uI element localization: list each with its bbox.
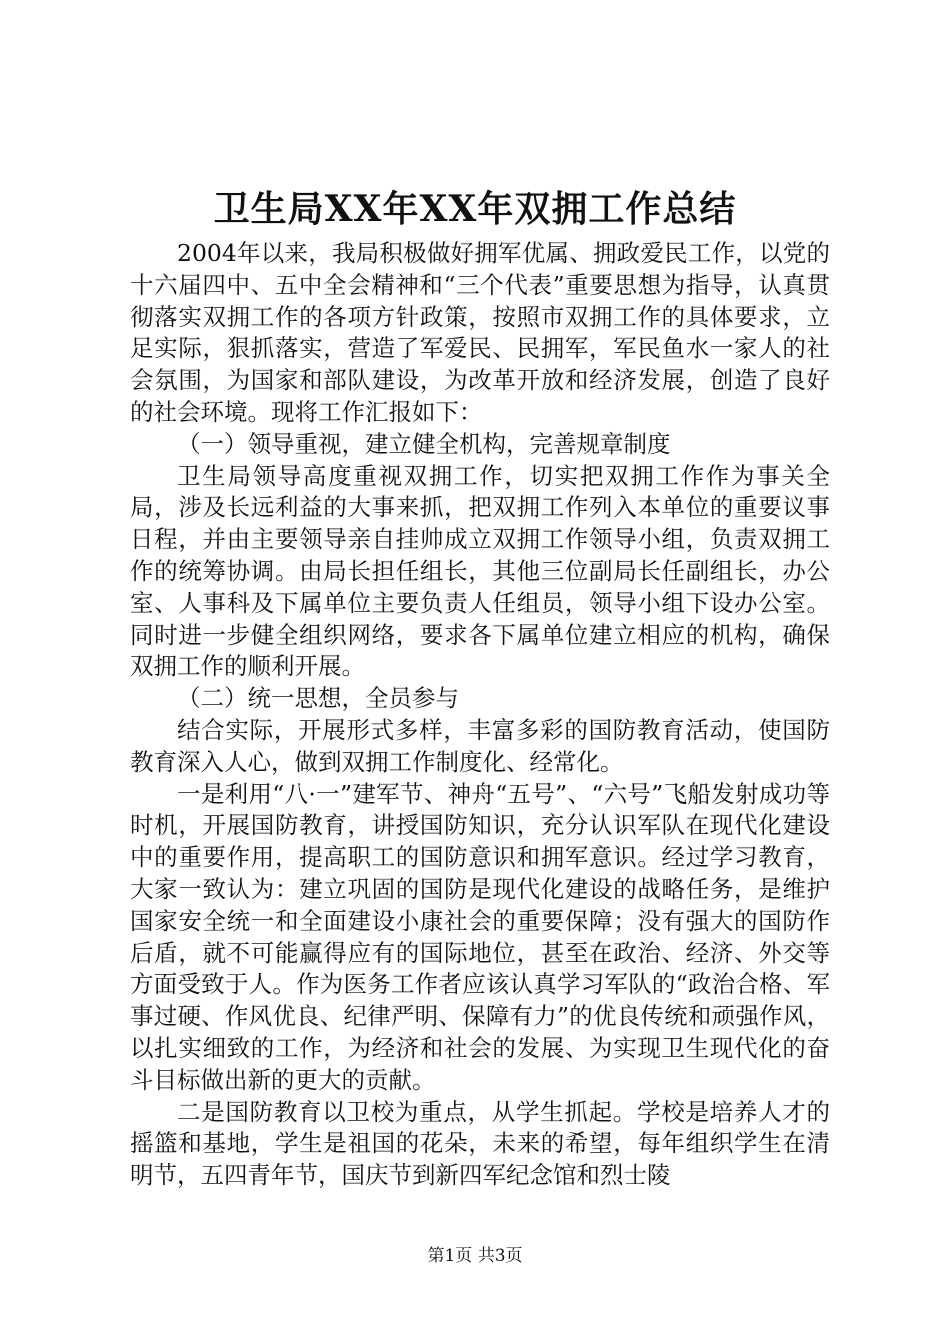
section-heading-1: （一）领导重视，建立健全机构，完善规章制度: [177, 429, 671, 458]
section-heading-2: （二）统一思想，全员参与: [177, 684, 459, 713]
paragraph-education: 结合实际，开展形式多样，丰富多彩的国防教育活动，使国防教育深入人心，做到双拥工作制度化、经常化。: [130, 715, 830, 776]
page-footer: 第1页 共3页: [427, 1246, 523, 1266]
paragraph-leadership: 卫生局领导高度重视双拥工作，切实把双拥工作作为事关全局，涉及长远利益的大事来抓，把双拥工作列入本单位的重要议事日程，并由主要领导亲自挂帅成立双拥工作领导小组，负责双拥工作的统筹协调。由局长担任组长，其他三位副局长任副组长，办公室、人事科及下属单位主要负责人任组员，领导小组下设办公室。同时进一步健全组织网络，要求各下属单位建立相应的机构，确保双拥工作的顺利开展。: [130, 461, 830, 681]
document-title: 卫生局XX年XX年双拥工作总结: [213, 188, 737, 230]
paragraph-point-two: 二是国防教育以卫校为重点，从学生抓起。学校是培养人才的摇篮和基地，学生是祖国的花朵，未来的希望，每年组织学生在清明节，五四青年节，国庆节到新四军纪念馆和烈士陵: [130, 1097, 830, 1190]
paragraph-point-one: 一是利用“八·一”建军节、神舟“五号”、“六号”飞船发射成功等时机，开展国防教育，讲授国防知识，充分认识军队在现代化建设中的重要作用，提高职工的国防意识和拥军意识。经过学习教育，大家一致认为：建立巩固的国防是现代化建设的战略任务，是维护国家安全统一和全面建设小康社会的重要保障；没有强大的国防作后盾，就不可能赢得应有的国际地位，甚至在政治、经济、外交等方面受致于人。作为医务工作者应该认真学习军队的“政治合格、军事过硬、作风优良、纪律严明、保障有力”的优良传统和顽强作风，以扎实细致的工作，为经济和社会的发展、为实现卫生现代化的奋斗目标做出新的更大的贡献。: [130, 779, 830, 1094]
paragraph-intro: 2004年以来，我局积极做好拥军优属、拥政爱民工作，以党的十六届四中、五中全会精神和“三个代表”重要思想为指导，认真贯彻落实双拥工作的各项方针政策，按照市双拥工作的具体要求，立足实际，狠抓落实，营造了军爱民、民拥军，军民鱼水一家人的社会氛围，为国家和部队建设，为改革开放和经济发展，创造了良好的社会环境。现将工作汇报如下：: [130, 239, 830, 426]
document-body: [130, 238, 830, 1192]
